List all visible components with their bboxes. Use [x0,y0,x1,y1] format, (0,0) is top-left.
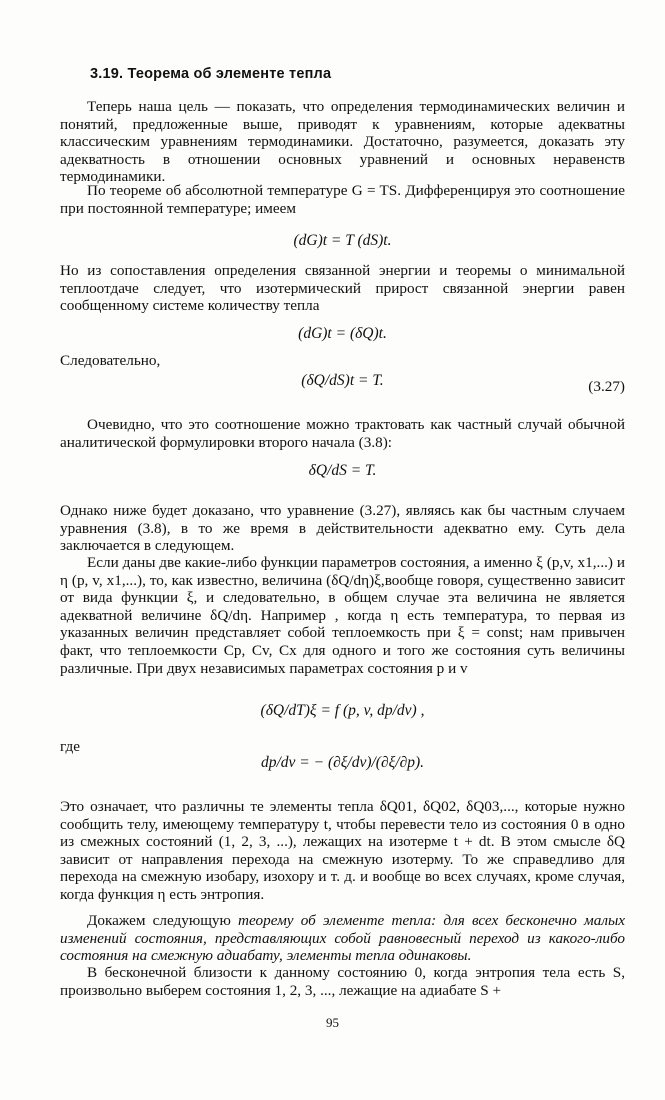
paragraph-10 [60,912,625,965]
paragraph-8: где [60,738,80,755]
equation-4 [60,462,625,480]
paragraph-10-italic: теорему об элементе тепла: для всех бесконечно малых изменений состояния, представляющих собой равновесный переход из какого-либо состояния на смежную адиабату, элементы тепла одинаковы. [60,912,625,965]
equation-3-number: (3.27) [588,378,625,395]
equation-4-text: δQ/dS = T. [308,462,377,479]
paragraph-1: Теперь наша цель — показать, что определения термодинамических величин и понятий, предложенные выше, приводят к уравнениям, которые адекватны классическим уравнениям термодинамики. Достаточно, разумеется, доказать эту адекватность в отношении основных уравнений и основных неравенств термодинамики. [60,98,625,186]
paragraph-9: Это означает, что различны те элементы тепла δQ01, δQ02, δQ03,..., которые нужно сообщить телу, имеющему температуру t, чтобы перевести тело из состояния 0 в одно из смежных состояний (1, 2, 3, ...), лежащих на изотерме t + dt. В этом смысле δQ зависит от направления перехода на смежную изотерму. То же справедливо для перехода на смежную изобару, изохору и т. д. и вообще во всех случаях, кроме случая, когда функция η есть энтропия. [60,798,625,903]
paragraph-11: В бесконечной близости к данному состоянию 0, когда энтропия тела есть S, произвольно выберем состояния 1, 2, 3, ..., лежащие на адиабате S + [60,964,625,999]
equation-6-text: dp/dv = − (∂ξ/dv)/(∂ξ/∂p). [260,754,425,771]
equation-5-text: (δQ/dT)ξ = f (p, v, dp/dv) , [260,702,425,719]
paragraph-10-plain: Докажем следующую [87,912,239,929]
paragraph-3: Но из сопоставления определения связанной энергии и теоремы о минимальной теплоотдаче следует, что изотермический прирост связанной энергии равен сообщенному системе количеству тепла [60,262,625,315]
paragraph-2: По теореме об абсолютной температуре G = TS. Дифференцируя это соотношение при постоянной температуре; имеем [60,182,625,217]
paragraph-6: Однако ниже будет доказано, что уравнение (3.27), являясь как бы частным случаем уравнения (3.8), в то же время в действительности адекватно ему. Суть дела заключается в следующем. [60,502,625,555]
paragraph-7: Если даны две какие-либо функции параметров состояния, а именно ξ (p,v, x1,...) и η (p, v, x1,...), то, как известно, величина (δQ/dη)ξ,вообще говоря, существенно зависит от вида функции ξ, и следовательно, в общем случае эта величина не является адекватной величине δQ/dη. Например , когда η есть температура, то первая из указанных величин представляет собой теплоемкость при ξ = const; нам привычен факт, что теплоемкости Cp, Cv, Cx для одного и того же состояния суть величины различные. При двух независимых параметрах состояния p и v [60,554,625,677]
page-number: 95 [326,1015,339,1030]
paragraph-4: Следовательно, [60,352,161,369]
equation-3-text: (δQ/dS)t = T. [301,372,384,389]
equation-2 [60,325,625,343]
equation-6 [60,754,625,772]
equation-1-text: (dG)t = T (dS)t. [293,232,392,249]
paragraph-5: Очевидно, что это соотношение можно трактовать как частный случай обычной аналитической формулировки второго начала (3.8): [60,416,625,451]
equation-3 [60,372,625,395]
equation-2-text: (dG)t = (δQ)t. [298,325,387,342]
equation-5 [60,702,625,720]
equation-1 [60,232,625,250]
section-heading: 3.19. Теорема об элементе тепла [90,66,332,82]
